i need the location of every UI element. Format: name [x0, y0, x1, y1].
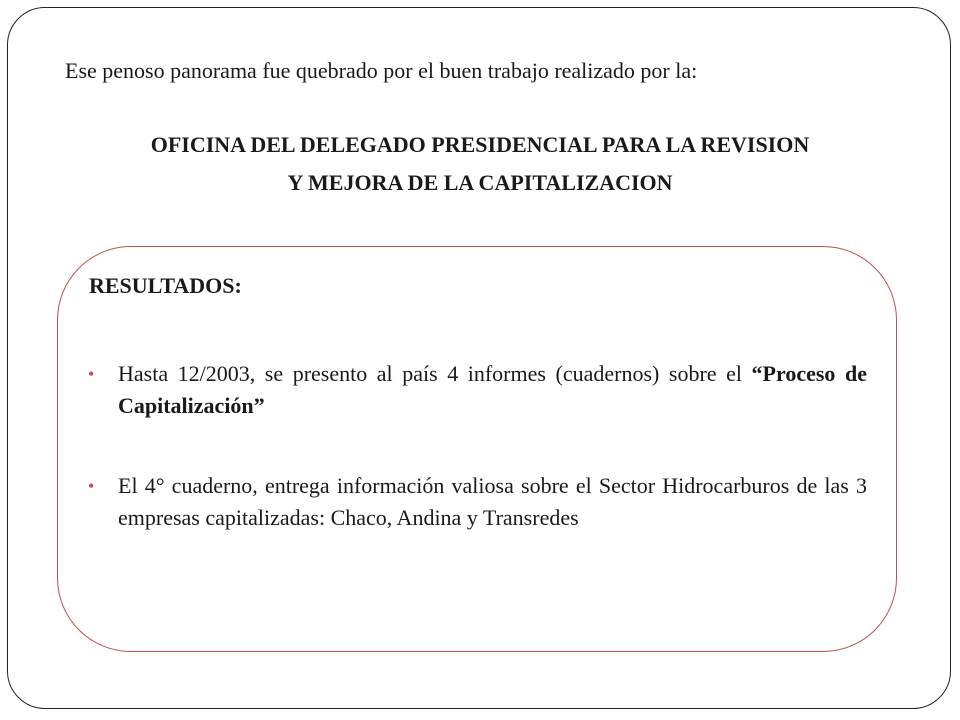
bullet-icon: • — [88, 476, 95, 496]
list-item — [85, 470, 867, 534]
results-box — [57, 246, 897, 652]
list-item-text: Hasta 12/2003, se presento al país 4 informes (cuadernos) sobre el — [118, 361, 752, 386]
intro-text: Ese penoso panorama fue quebrado por el buen trabajo realizado por la: — [65, 58, 698, 83]
office-heading-line-2: Y MEJORA DE LA CAPITALIZACION — [287, 170, 673, 195]
office-heading-line-1: OFICINA DEL DELEGADO PRESIDENCIAL PARA LA REVISION — [150, 132, 810, 157]
office-heading — [60, 126, 900, 202]
list-item-text: El 4° cuaderno, entrega información valiosa sobre el Sector Hidrocarburos de las 3 empresas capitalizadas: Chaco, Andina y Transredes — [118, 473, 867, 530]
bullet-icon: • — [88, 364, 95, 384]
results-list — [85, 358, 867, 534]
list-item — [85, 358, 867, 422]
list-item-emphasis: “Proceso de Capitalización” — [118, 361, 867, 418]
results-heading: RESULTADOS: — [89, 273, 242, 298]
